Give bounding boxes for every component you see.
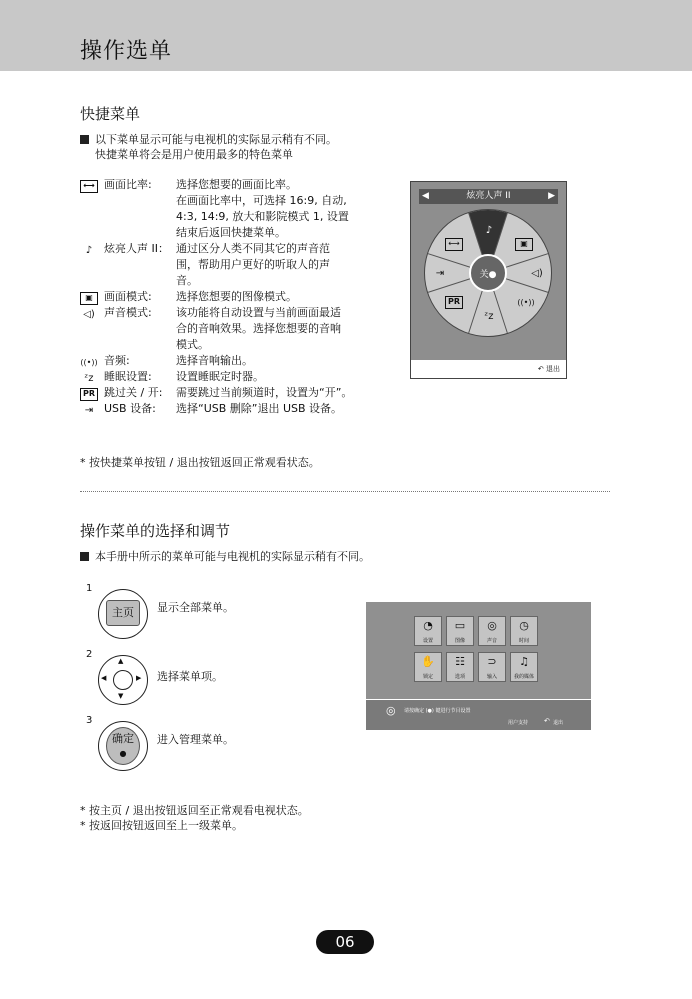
- arrow-right-icon: ▶: [136, 674, 142, 682]
- aspect-ratio-icon: ⟷: [80, 180, 98, 193]
- step-text: 显示全部菜单。: [157, 601, 234, 614]
- sleep-timer-icon: ᶻz: [84, 373, 94, 384]
- operate-footnote-1: * 按主页 / 退出按钮返回至正常观看电视状态。: [80, 804, 309, 817]
- item-label-sleep: 睡眠设置:: [104, 370, 152, 383]
- item-desc: 设置睡眠定时器。: [176, 370, 264, 383]
- main-menu-footer: [366, 699, 591, 730]
- step-number: 2: [86, 649, 93, 660]
- item-desc: 模式。: [176, 338, 209, 351]
- item-desc: 选择音响输出。: [176, 354, 253, 367]
- item-desc: 合的音响效果。选择您想要的音响: [176, 322, 341, 335]
- ok-dot-icon: ●: [119, 749, 127, 758]
- clock-icon: ◷: [519, 619, 529, 632]
- osd-wheel: [424, 209, 552, 337]
- ok-button-face: [106, 727, 140, 765]
- quick-menu-note-1: 以下菜单显示可能与电视机的实际显示稍有不同。: [80, 132, 337, 148]
- item-label-skip: 跳过关 / 开:: [104, 386, 163, 399]
- picture-mode-icon: ▣: [80, 292, 98, 305]
- item-desc: 该功能将自动设置与当前画面最适: [176, 306, 341, 319]
- step-number: 3: [86, 715, 93, 726]
- item-label-clear-voice: 炫亮人声 II：: [104, 242, 169, 255]
- sleep-timer-icon: ᶻz: [484, 311, 494, 322]
- arrow-left-icon: ◀: [101, 674, 107, 682]
- home-button-label: 主页: [106, 600, 140, 626]
- item-desc: 选择您想要的图像模式。: [176, 290, 297, 303]
- operate-menu-heading: 操作菜单的选择和调节: [80, 522, 231, 540]
- quick-menu-heading: 快捷菜单: [80, 105, 141, 123]
- sound-icon: ◎: [487, 619, 497, 632]
- menu-item: ◎ 声音: [478, 616, 506, 646]
- item-label-sound-mode: 声音模式:: [104, 306, 152, 319]
- osd-footer: [411, 360, 566, 378]
- quick-menu-osd: [410, 181, 567, 379]
- my-media-icon: ♫: [519, 655, 529, 668]
- arrow-left-icon: ◀: [422, 191, 429, 201]
- quick-menu-footnote: * 按快捷菜单按钮 / 退出按钮返回正常观看状态。: [80, 456, 320, 469]
- osd-hub: 关●: [469, 254, 507, 292]
- menu-item: ◔ 设置: [414, 616, 442, 646]
- sound-mode-icon: ◁): [83, 309, 95, 320]
- picture-mode-icon: ▣: [515, 238, 533, 251]
- lock-icon: ✋: [421, 655, 435, 668]
- arrow-up-icon: ▲: [118, 657, 124, 665]
- skip-pr-icon: PR: [445, 296, 463, 309]
- item-label-usb: USB 设备:: [104, 402, 156, 415]
- osd-title-bar: [419, 189, 558, 204]
- item-desc: 4:3, 14:9, 放大和影院模式 1, 设置: [176, 210, 349, 223]
- clear-voice-icon: ♪: [85, 245, 93, 256]
- usb-device-icon: ⇥: [84, 405, 94, 416]
- step-text: 进入管理菜单。: [157, 733, 234, 746]
- back-icon: ↶: [537, 365, 544, 373]
- menu-item: ▭ 图像: [446, 616, 474, 646]
- back-icon: ↶: [544, 717, 550, 725]
- main-menu-screenshot: [366, 602, 591, 730]
- arrow-right-icon: ▶: [548, 191, 555, 201]
- audio-icon: ((•)): [80, 358, 98, 367]
- quick-menu-note-2: 快捷菜单将会是用户使用最多的特色菜单: [95, 148, 293, 161]
- clear-voice-icon: ♪: [485, 225, 493, 236]
- option-icon: ☷: [455, 655, 465, 668]
- item-label-aspect: 画面比率:: [104, 178, 152, 191]
- input-icon: ⊃: [487, 655, 497, 668]
- item-desc: 通过区分人类不同其它的声音范: [176, 242, 330, 255]
- user-support-label: 用户支持: [508, 720, 529, 726]
- operate-menu-note: 本手册中所示的菜单可能与电视机的实际显示稍有不同。: [80, 549, 370, 565]
- home-button-illustration: [98, 589, 148, 639]
- item-desc: 需要跳过当前频道时，设置为“开”。: [176, 386, 353, 399]
- setup-icon: ◔: [423, 619, 433, 632]
- picture-icon: ▭: [454, 619, 466, 632]
- audio-icon: ((•)): [517, 298, 535, 307]
- usb-device-icon: ⇥: [435, 268, 445, 279]
- page-title: 操作选单: [80, 39, 173, 64]
- aspect-ratio-icon: ⟷: [445, 238, 463, 251]
- bullet-square-icon: [80, 552, 89, 561]
- step-number: 1: [86, 583, 93, 594]
- dpad-icon: ◎: [386, 704, 396, 717]
- menu-item: ☷ 选项: [446, 652, 474, 682]
- menu-hint: 请按确定 (●) 键进行节目设置: [404, 708, 471, 714]
- sound-mode-icon: ◁): [531, 268, 543, 279]
- ok-button-label: 确定: [112, 732, 134, 745]
- item-desc: 选择“USB 删除”退出 USB 设备。: [176, 402, 343, 415]
- bullet-square-icon: [80, 135, 89, 144]
- menu-item: ♫ 我的媒体: [510, 652, 538, 682]
- osd-back-label: 退出: [546, 365, 560, 373]
- menu-back-label: 退出: [553, 720, 564, 726]
- osd-title: 炫亮人声 II: [466, 191, 511, 201]
- menu-item: ✋ 锁定: [414, 652, 442, 682]
- menu-item: ◷ 时间: [510, 616, 538, 646]
- item-desc: 结束后返回快捷菜单。: [176, 226, 286, 239]
- item-desc: 围，帮助用户更好的听取人的声: [176, 258, 330, 271]
- operate-footnote-2: * 按返回按钮返回至上一级菜单。: [80, 819, 243, 832]
- arrow-down-icon: ▼: [118, 692, 124, 700]
- skip-pr-icon: PR: [80, 388, 98, 401]
- item-desc: 音。: [176, 274, 198, 287]
- section-divider: [80, 491, 610, 492]
- dpad-center-icon: [113, 670, 133, 690]
- step-text: 选择菜单项。: [157, 670, 223, 683]
- page-header: [0, 0, 692, 71]
- item-label-audio: 音频:: [104, 354, 130, 367]
- dpad-illustration: [98, 655, 148, 705]
- menu-item: ⊃ 输入: [478, 652, 506, 682]
- item-desc: 在画面比率中，可选择 16:9, 自动,: [176, 194, 347, 207]
- ok-button-illustration: [98, 721, 148, 771]
- item-desc: 选择您想要的画面比率。: [176, 178, 297, 191]
- item-label-picture-mode: 画面模式:: [104, 290, 152, 303]
- page-number: 06: [316, 930, 374, 954]
